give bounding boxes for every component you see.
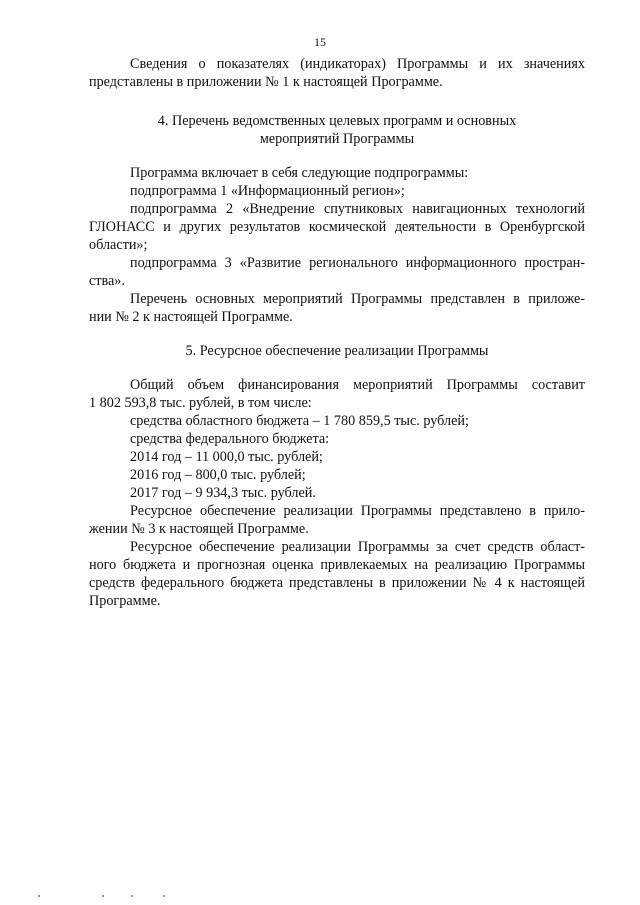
scan-speck [102,895,104,897]
section-4-heading [89,112,585,148]
section-5-paragraph-7-line-2: жении № 3 к настоящей Программе. [89,521,309,537]
section-4-body [89,164,585,326]
page-number: 15 [314,35,326,49]
intro-line-1: Сведения о показателях (индикаторах) Программы и их значениях [130,56,585,72]
section-5-paragraph-1-line-2: 1 802 593,8 тыс. рублей, в том числе: [89,395,312,411]
scan-speck [163,895,165,897]
section-5-paragraph-1-line-1: Общий объем финансирования мероприятий Программы составит [130,377,585,393]
section-4-paragraph-5-line-2: нии № 2 к настоящей Программе. [89,309,293,325]
section-5-paragraph-8-line-2: ного бюджета и прогнозная оценка привлекаемых на реализацию Программы [89,557,585,573]
section-4-paragraph-3-line-2: ГЛОНАСС и других результатов космической деятельности в Оренбургской [89,219,585,235]
intro-line-2: представлены в приложении № 1 к настоящей Программе. [89,74,443,90]
scan-speck [131,895,133,897]
section-4-title-line-1: 4. Перечень ведомственных целевых программ и основных [157,113,517,129]
section-4-paragraph-3-line-3: области»; [89,237,148,253]
section-5-body [89,376,585,610]
section-5-paragraph-8-line-4: Программе. [89,593,161,609]
section-4-paragraph-1: Программа включает в себя следующие подпрограммы: [130,165,469,181]
section-5-paragraph-5: 2016 год – 800,0 тыс. рублей; [130,467,306,483]
section-4-paragraph-4-line-1: подпрограмма 3 «Развитие регионального информационного простран- [130,255,585,271]
section-4-paragraph-3-line-1: подпрограмма 2 «Внедрение спутниковых навигационных технологий [130,201,585,217]
section-5-paragraph-8-line-1: Ресурсное обеспечение реализации Программы за счет средств област- [130,539,585,555]
section-4-paragraph-5-line-1: Перечень основных мероприятий Программы представлен в приложе- [130,291,585,307]
section-5-paragraph-6: 2017 год – 9 934,3 тыс. рублей. [130,485,316,501]
section-4-title-line-2: мероприятий Программы [259,131,415,147]
section-4-paragraph-2: подпрограмма 1 «Информационный регион»; [130,183,405,199]
section-5-paragraph-7-line-1: Ресурсное обеспечение реализации Программы представлено в прило- [130,503,585,519]
section-5-paragraph-4: 2014 год – 11 000,0 тыс. рублей; [130,449,323,465]
section-5-heading [89,342,585,360]
section-4-paragraph-4-line-2: ства». [89,273,125,289]
scan-artifacts [0,895,640,901]
scan-speck [38,895,40,897]
section-5-paragraph-8-line-3: средств федерального бюджета представлены в приложении № 4 к настоящей [89,575,585,591]
intro-paragraph [89,55,585,91]
section-5-paragraph-3: средства федерального бюджета: [130,431,330,447]
section-5-paragraph-2: средства областного бюджета – 1 780 859,5 тыс. рублей; [130,413,469,429]
section-5-title: 5. Ресурсное обеспечение реализации Программы [185,343,489,359]
